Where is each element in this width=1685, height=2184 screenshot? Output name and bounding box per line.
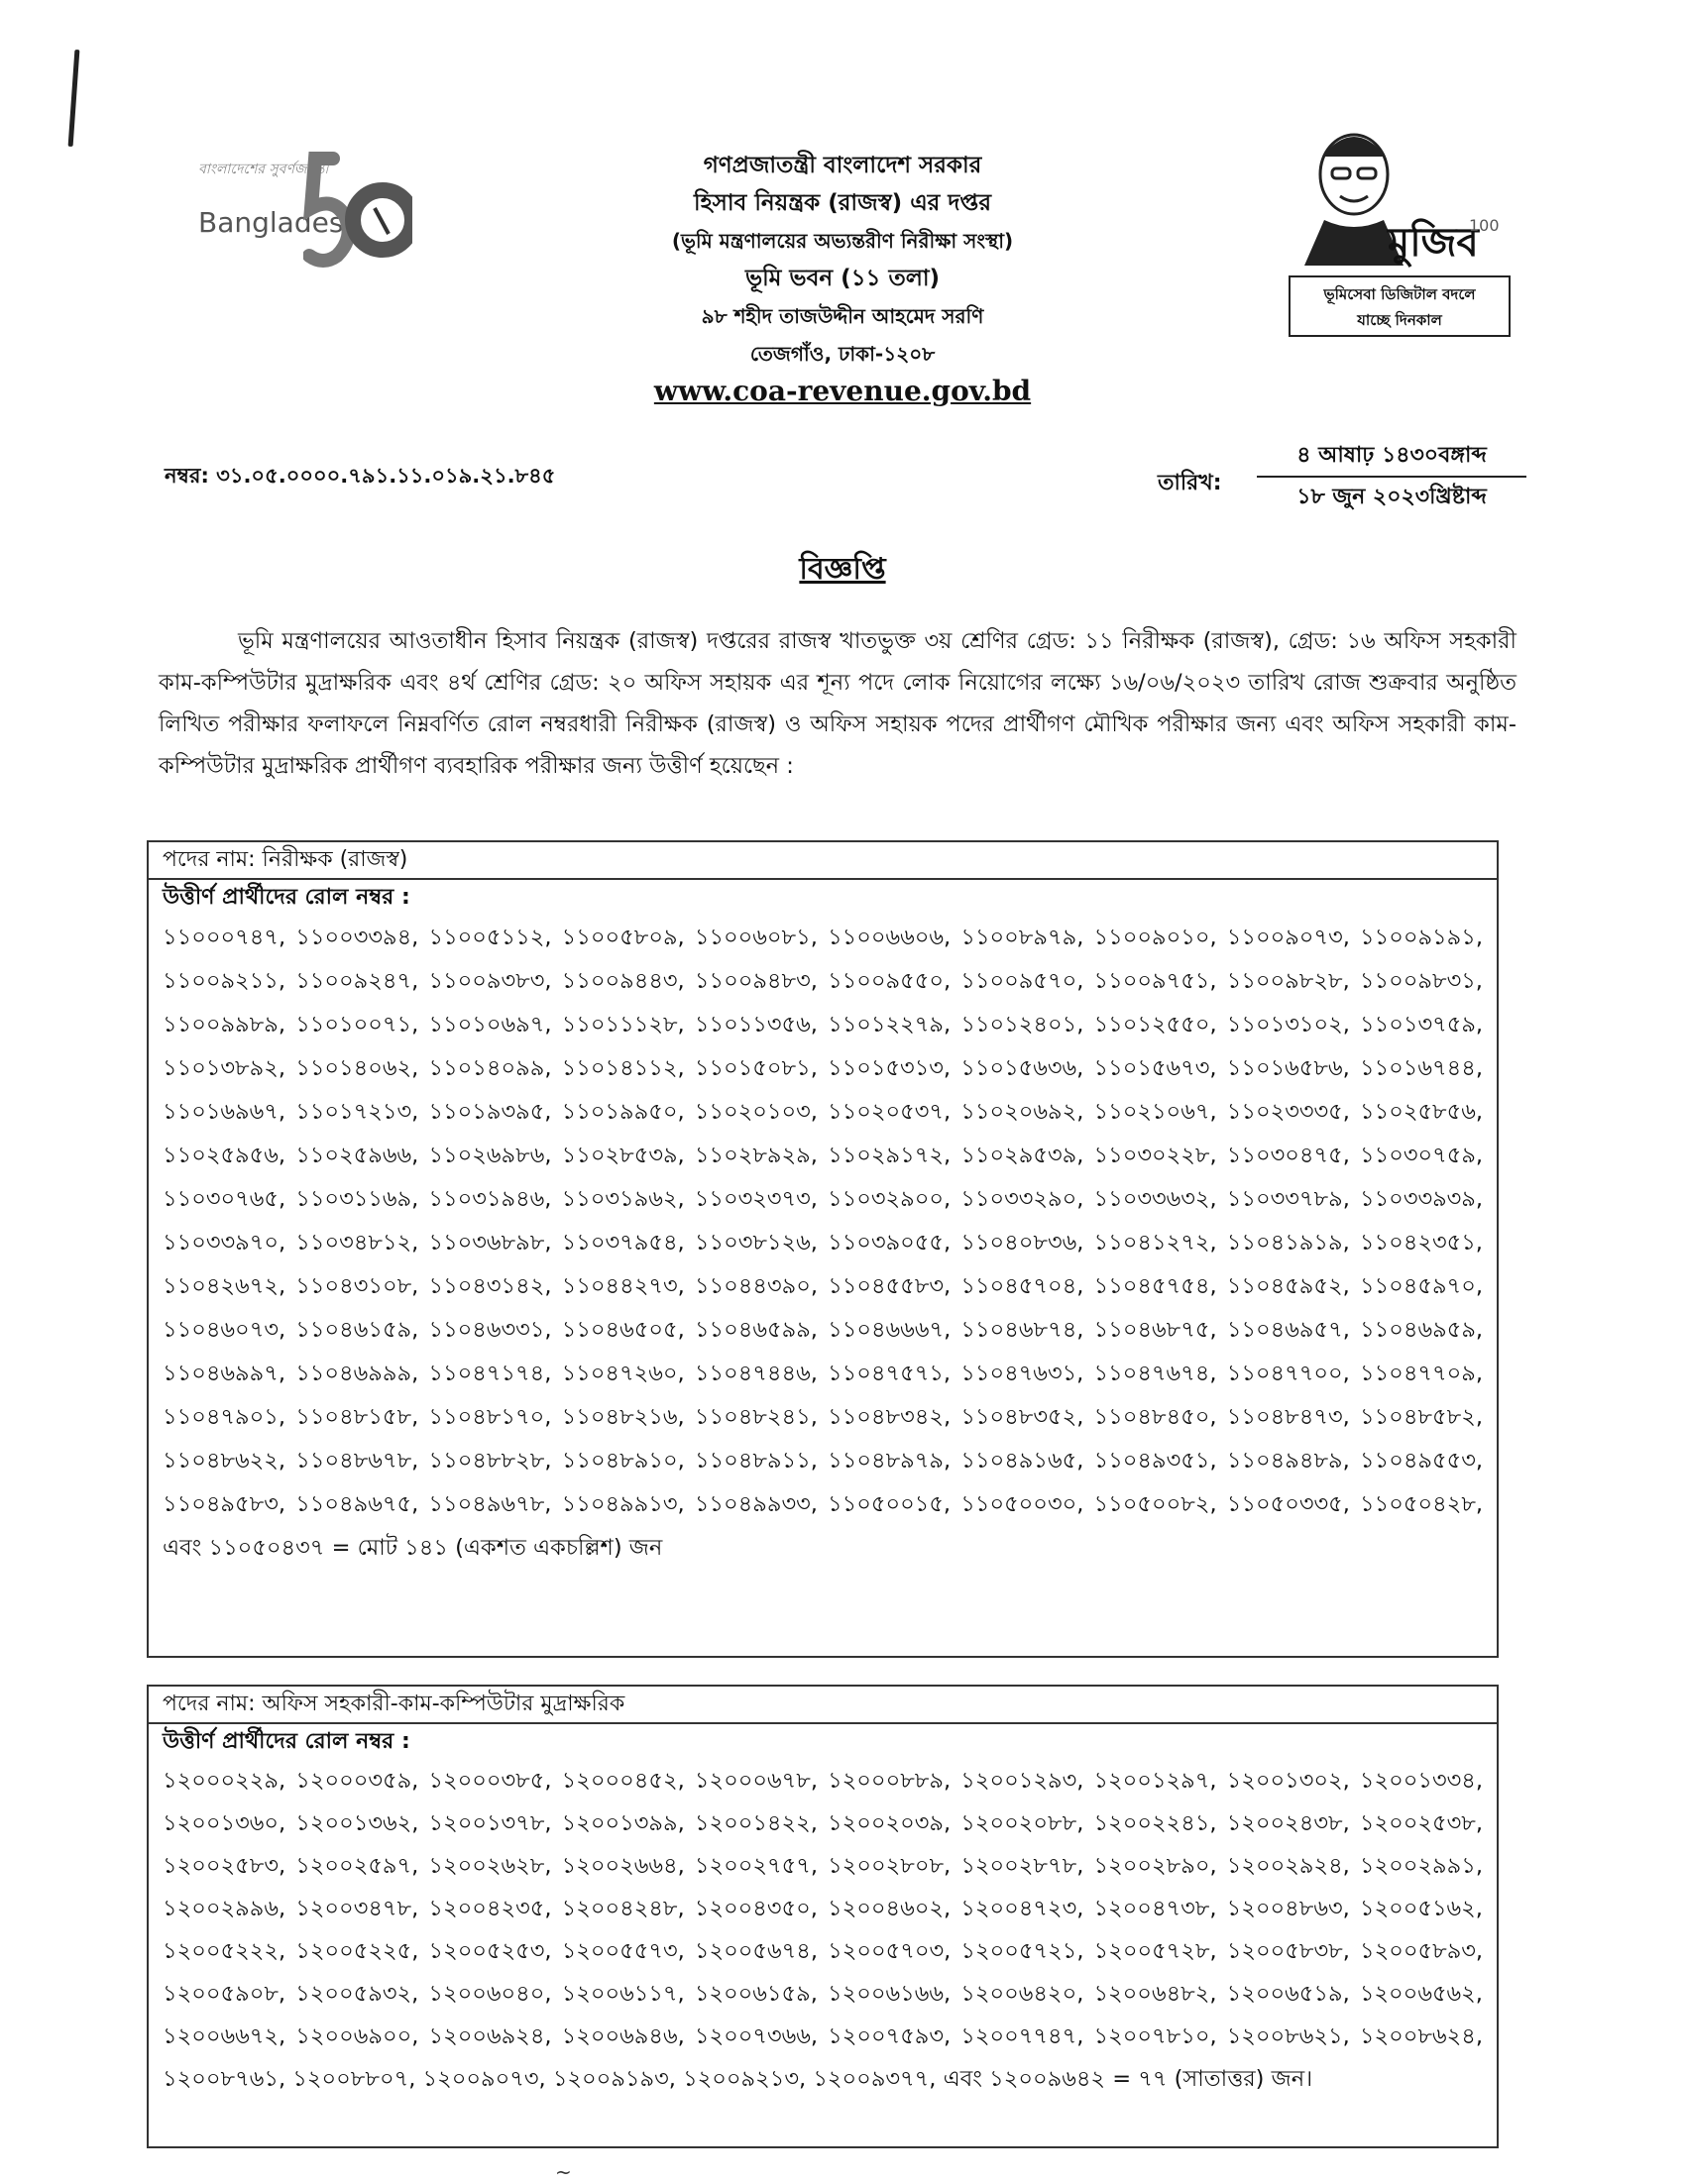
roll-number: ১১০১১৩৫৬, bbox=[694, 1012, 818, 1037]
roll-number: ১১০০৬০৮১, bbox=[694, 925, 818, 950]
roll-number: ১২০০২৫৮৩, bbox=[163, 1853, 286, 1879]
roll-number: ১২০০৫৭২১, bbox=[960, 1938, 1084, 1964]
roll-number: ১২০০৪৬০২, bbox=[827, 1896, 952, 1921]
roll-number: ১১০৪৩১০৮, bbox=[295, 1273, 419, 1299]
roll-number: ১২০০৯০৭৩, bbox=[422, 2066, 546, 2092]
roll-number: ১১০০৯৫৫০, bbox=[828, 968, 952, 994]
roll-number: ১১০০৯৮২৮, bbox=[1226, 968, 1350, 994]
roll-number: ১১০৪৮১৭০, bbox=[428, 1404, 552, 1430]
date-english: ১৮ জুন ২০২৩খ্রিষ্টাব্দ bbox=[1296, 485, 1487, 509]
street-address: ৯৮ শহীদ তাজউদ্দীন আহমেদ সরণি bbox=[701, 304, 984, 328]
roll-number: ১২০০৯২১৩, bbox=[683, 2066, 807, 2092]
roll-number: ১১০০৯৭৫১, bbox=[1093, 968, 1217, 994]
office-name: হিসাব নিয়ন্ত্রক (রাজস্ব) এর দপ্তর bbox=[694, 190, 991, 216]
roll-number: ১২০০৫২২৫, bbox=[295, 1938, 419, 1964]
roll-number: ১১০৩০৭৬৫, bbox=[163, 1186, 286, 1212]
roll-number: ১১০৪৭৭০০, bbox=[1226, 1361, 1350, 1386]
roll-number: ১১০১৪১১২, bbox=[561, 1055, 685, 1081]
roll-number: ১১০৪৮৯১১, bbox=[694, 1448, 818, 1474]
logo-bangladesh-text: Bangladesh bbox=[198, 206, 362, 239]
roll-number: ১১০৪২৩৫১, bbox=[1359, 1230, 1483, 1256]
roll-number: ১১০০৯২১১, bbox=[163, 968, 286, 994]
roll-number: ১২০০৭৫৯৩, bbox=[828, 2023, 952, 2049]
roll-number: ১১০৩৩৭৮৯, bbox=[1226, 1186, 1350, 1212]
roll-number: ১২০০১৩৬২, bbox=[295, 1810, 419, 1836]
roll-number: ১১০৪৮২১৬, bbox=[561, 1404, 685, 1430]
roll-number: ১২০০৫৮৯৩, bbox=[1360, 1938, 1484, 1964]
roll-number: ১১০৫০০৩০, bbox=[960, 1491, 1084, 1517]
roll-number: ১১০৪৫৭০৪, bbox=[960, 1273, 1084, 1299]
roll-number: ১২০০২৭৫৭, bbox=[694, 1853, 819, 1879]
roll-number: ১২০০১৩৯৯, bbox=[561, 1810, 685, 1836]
roll-number: ১১০১৪০৯৯, bbox=[428, 1055, 552, 1081]
roll-number: ১১০১১১২৮, bbox=[561, 1012, 685, 1037]
roll-number: ১১০৫০০৮২, bbox=[1093, 1491, 1217, 1517]
roll-number: ১২০০৫২২২, bbox=[163, 1938, 286, 1964]
roll-number: ১১০৪৫৯৫২, bbox=[1226, 1273, 1350, 1299]
roll-number: ১১০৩৩৬৩২, bbox=[1093, 1186, 1217, 1212]
roll-number: ১১০৫০৪২৮, bbox=[1360, 1491, 1484, 1517]
roll-number: ১১০৪৮৩৪২, bbox=[828, 1404, 952, 1430]
roll-number: ১২০০৪৮৬৩, bbox=[1226, 1896, 1350, 1921]
post-name: পদের নাম: অফিস সহকারী-কাম-কম্পিউটার মুদ্রাক্ষরিক bbox=[149, 1687, 1497, 1724]
roll-number: ১২০০০৩৫৯, bbox=[295, 1768, 419, 1794]
roll-number: ১১০৪৮১৫৮, bbox=[295, 1404, 419, 1430]
roll-number: ১২০০২৬২৮, bbox=[428, 1853, 552, 1879]
roll-number: ১২০০১৩৩৪, bbox=[1359, 1768, 1483, 1794]
roll-number: ১১০২৫৮৫৬, bbox=[1360, 1099, 1484, 1125]
roll-number: ১১০০৫১১২, bbox=[428, 925, 552, 950]
roll-number: ১২০০৮৮০৭, bbox=[292, 2066, 416, 2092]
roll-number: ১১০২৯৫৩৯, bbox=[960, 1143, 1084, 1168]
roll-number: ১১০২৫৯৬৬, bbox=[295, 1143, 419, 1168]
roll-number: ১১০৩৪৮১২, bbox=[295, 1230, 419, 1256]
roll-number: ১১০০৯৪৮৩, bbox=[694, 968, 818, 994]
roll-number: ১১০২৮৫৩৯, bbox=[561, 1143, 685, 1168]
roll-number: ১১০৩১৯৬২, bbox=[561, 1186, 685, 1212]
roll-number: ১১০২৯১৭২, bbox=[828, 1143, 952, 1168]
memo-number bbox=[165, 460, 555, 494]
roll-number: ১১০৪৬১৫৯, bbox=[295, 1317, 419, 1343]
roll-number: ১১০৪৬৬৬৭, bbox=[828, 1317, 952, 1343]
roll-number: ১২০০৪৭৩৮, bbox=[1093, 1896, 1217, 1921]
roll-number: ১২০০৭৮১০, bbox=[1093, 2023, 1217, 2049]
roll-number: ১২০০৪৭২৩, bbox=[960, 1896, 1084, 1921]
result-section-office-assistant bbox=[147, 1685, 1499, 2148]
roll-number: ১১০১৯৯৫০, bbox=[561, 1099, 685, 1125]
roll-number: ১১০৪৮৯১০, bbox=[561, 1448, 685, 1474]
roll-number: ১১০৪৫৭৫৪, bbox=[1093, 1273, 1217, 1299]
roll-number: ১১০৪০৮৩৬, bbox=[960, 1230, 1084, 1256]
slogan-box bbox=[1289, 275, 1511, 337]
roll-number: ১১০০৯০৭৩, bbox=[1226, 925, 1350, 950]
roll-number: ১১০২০৬৯২, bbox=[960, 1099, 1084, 1125]
roll-number: ১২০০১৩৬০, bbox=[163, 1810, 286, 1836]
roll-number: ১১০৪৯১৬৫, bbox=[960, 1448, 1084, 1474]
roll-number: ১১০৪৭৬৭৪, bbox=[1093, 1361, 1217, 1386]
office-description: (ভূমি মন্ত্রণালয়ের অভ্যন্তরীণ নিরীক্ষা সংস্থা) bbox=[671, 229, 1014, 253]
roll-number: ১১০৪৯৯৩৩, bbox=[694, 1491, 818, 1517]
roll-number: ১১০৪৬৯৯৯, bbox=[295, 1361, 419, 1386]
roll-number: ১১০১৪০৬২, bbox=[295, 1055, 419, 1081]
roll-number: ১১০৩০৪৭৫, bbox=[1226, 1143, 1350, 1168]
roll-number: ১১০১৩৭৫৯, bbox=[1360, 1012, 1484, 1037]
roll-number: ১১০০৬৬০৬, bbox=[828, 925, 952, 950]
roll-number: ১২০০১২৯৩, bbox=[960, 1768, 1084, 1794]
roll-number: ১২০০২৯২৪, bbox=[1226, 1853, 1350, 1879]
roll-number: ১২০০৫৭০৩, bbox=[828, 1938, 952, 1964]
post-name: পদের নাম: নিরীক্ষক (রাজস্ব) bbox=[149, 842, 1497, 880]
roll-number: ১২০০২০৩৯, bbox=[828, 1810, 952, 1836]
roll-number: ১২০০৬৪২০, bbox=[960, 1981, 1084, 2007]
fifty-icon bbox=[303, 139, 412, 287]
roll-number: ১১০৪৭২৬০, bbox=[561, 1361, 685, 1386]
signature-scribble: ~ bbox=[555, 2160, 572, 2184]
roll-number: ১২০০২৮০৮, bbox=[828, 1853, 952, 1879]
roll-number: ১১০০৯৫৭০, bbox=[960, 968, 1084, 994]
roll-number: ১১০১০৬৯৭, bbox=[428, 1012, 552, 1037]
roll-number: ১২০০৬৬৭২, bbox=[163, 2023, 286, 2049]
roll-number: ১২০০৬৪৮২, bbox=[1093, 1981, 1217, 2007]
roll-number: ১২০০৫২৫৩, bbox=[428, 1938, 552, 1964]
roll-number: ১১০৪৬৫৯৯, bbox=[694, 1317, 818, 1343]
roll-number: ১১০৪৮৪৫০, bbox=[1093, 1404, 1217, 1430]
roll-number: ১২০০১২৯৭, bbox=[1093, 1768, 1217, 1794]
mujib-word: মুজিব bbox=[1388, 220, 1479, 266]
roll-number: ১১০১২৫৫০, bbox=[1093, 1012, 1217, 1037]
roll-number: ১১০৩৩৯৩৯, bbox=[1359, 1186, 1484, 1212]
roll-number: ১১০৩৩৯৭০, bbox=[163, 1230, 286, 1256]
roll-number: ১১০৪৭৯০১, bbox=[163, 1404, 286, 1430]
roll-number: ১২০০৫৬৭৪, bbox=[694, 1938, 819, 1964]
roll-number: ১১০৪৮৫৮২, bbox=[1359, 1404, 1483, 1430]
roll-number: ১১০৪৮৬৭৮, bbox=[295, 1448, 419, 1474]
roll-number: ১২০০৬১৬৬, bbox=[827, 1981, 952, 2007]
roll-number: ১১০৪৬৯৫৯, bbox=[1360, 1317, 1484, 1343]
roll-number: ১২০০৭৭৪৭, bbox=[960, 2023, 1084, 2049]
roll-number: ১১০১২৪০১, bbox=[960, 1012, 1084, 1037]
roll-number: ১১০৪৯৬৭৫, bbox=[295, 1491, 419, 1517]
roll-number: ১২০০৬৯০০, bbox=[295, 2023, 419, 2049]
roll-number: ১১০৩১৯৪৬, bbox=[428, 1186, 552, 1212]
roll-number: ১১০৪৬৩৩১, bbox=[428, 1317, 552, 1343]
roll-number: ১১০৪৮৯৭৯, bbox=[828, 1448, 952, 1474]
roll-number: ১১০৪৮৩৫২, bbox=[960, 1404, 1084, 1430]
roll-number: ১২০০৮৬২১, bbox=[1226, 2023, 1350, 2049]
roll-number: ১১০৪৮৮২৮, bbox=[428, 1448, 552, 1474]
building-name: ভূমি ভবন (১১ তলা) bbox=[744, 266, 941, 291]
roll-number: ১২০০২৯৯১, bbox=[1359, 1853, 1483, 1879]
roll-number: ১২০০০৬৭৮, bbox=[694, 1768, 818, 1794]
roll-number: ১১০১৯৩৯৫, bbox=[428, 1099, 552, 1125]
roll-number: ১১০০০৭৪৭, bbox=[163, 925, 286, 950]
roll-number: ১২০০৫৭২৮, bbox=[1093, 1938, 1217, 1964]
roll-number: ১২০০৬৯২৪, bbox=[428, 2023, 552, 2049]
roll-number: ১১০০৯২৪৭, bbox=[295, 968, 419, 994]
total-count: = মোট ১৪১ (একশত একচল্লিশ) জন bbox=[331, 1535, 663, 1561]
roll-number: ১১০৪৯৫৫৩, bbox=[1360, 1448, 1484, 1474]
roll-number: ১১০২৬৯৮৬, bbox=[428, 1143, 552, 1168]
roll-number: ১১০৪৫৫৮৩, bbox=[828, 1273, 952, 1299]
slogan-line1: ভূমিসেবা ডিজিটাল বদলে bbox=[1323, 285, 1476, 303]
notice-title: বিজ্ঞপ্তি bbox=[799, 552, 886, 587]
roll-number: ১১০৪৯৫৮৩, bbox=[163, 1491, 286, 1517]
roll-number: ১১০৪৮২৪১, bbox=[694, 1404, 818, 1430]
roll-number: ১১০৪৬৮৭৪, bbox=[960, 1317, 1084, 1343]
roll-number: ১১০৩৯০৫৫, bbox=[828, 1230, 952, 1256]
website-link[interactable]: www.coa-revenue.gov.bd bbox=[653, 375, 1032, 407]
roll-number: ১১০৪৯৬৭৮, bbox=[428, 1491, 552, 1517]
roll-number: ১২০০০৩৮৫, bbox=[428, 1768, 552, 1794]
result-section-inspector bbox=[147, 840, 1499, 1658]
roll-number: ১২০০৩৪৭৮, bbox=[295, 1896, 419, 1921]
roll-number: ১১০২০৫৩৭, bbox=[828, 1099, 952, 1125]
roll-number: ১১০০৯১৯১, bbox=[1360, 925, 1484, 950]
roll-number: ১১০৪৬৮৭৫, bbox=[1093, 1317, 1217, 1343]
roll-number: ১১০০৯০১০, bbox=[1093, 925, 1217, 950]
roll-number: ১১০৪৯৯১৩, bbox=[561, 1491, 685, 1517]
roll-number: ১১০২৫৯৫৬, bbox=[163, 1143, 286, 1168]
roll-number: ১২০০১৩০২, bbox=[1226, 1768, 1350, 1794]
roll-number: ১১০৪৫৯৭০, bbox=[1359, 1273, 1484, 1299]
roll-number: ১১০১৬৫৮৬, bbox=[1226, 1055, 1350, 1081]
office-header bbox=[555, 147, 1130, 410]
roll-number: ১১০৪৪২৭৩, bbox=[561, 1273, 685, 1299]
roll-number: ১২০০৫১৬২, bbox=[1359, 1896, 1483, 1921]
roll-number: ১১০৩৬৮৯৮, bbox=[428, 1230, 552, 1256]
roll-number: ১১০৪৬৫০৫, bbox=[561, 1317, 685, 1343]
roll-number: ১২০০৫৮৩৮, bbox=[1226, 1938, 1350, 1964]
roll-number: ১১০১৫৩১৩, bbox=[828, 1055, 952, 1081]
roll-number: ১১০৩২৯০০, bbox=[828, 1186, 952, 1212]
roll-number: ১২০০৫৯০৮, bbox=[163, 1981, 286, 2007]
mujib-100: 100 bbox=[1469, 216, 1500, 235]
roll-number: ১১০৪১৯১৯, bbox=[1226, 1230, 1350, 1256]
roll-number: ১২০০২৫৯৭, bbox=[295, 1853, 419, 1879]
roll-number: ১২০০৬৫৬২, bbox=[1359, 1981, 1483, 2007]
date-label: তারিখ: bbox=[1158, 471, 1222, 495]
roll-number: ১১০৩০২২৮, bbox=[1093, 1143, 1217, 1168]
roll-number: ১২০০৯৩৭৭, bbox=[813, 2066, 937, 2092]
roll-number: ১১০৪৭৭০৯, bbox=[1359, 1361, 1484, 1386]
roll-number: ১১০৩৩২৯০, bbox=[960, 1186, 1084, 1212]
notice-body: ভূমি মন্ত্রণালয়ের আওতাধীন হিসাব নিয়ন্ত্রক (রাজস্ব) দপ্তরের রাজস্ব খাতভুক্ত ৩য় শ্রেণির গ্রেড: ১১ নিরীক্ষক (রাজস্ব), গ্রেড: ১৬ অফিস সহকারী কাম-কম্পিউটার মুদ্রাক্ষরিক এবং ৪র্থ শ্রেণির গ্রেড: ২০ অফিস সহায়ক এর শূন্য পদে লোক নিয়োগের লক্ষ্যে ১৬/০৬/২০২৩ তারিখ রোজ শুক্রবার অনুষ্ঠিত লিখিত পরীক্ষার ফলাফলে নিম্নবর্ণিত রোল নম্বরধারী নিরীক্ষক (রাজস্ব) ও অফিস সহায়ক পদের প্রার্থীগণ মৌখিক পরীক্ষার জন্য এবং অফিস সহকারী কাম-কম্পিউটার মুদ্রাক্ষরিক প্রার্থীগণ ব্যবহারিক পরীক্ষার জন্য উত্তীর্ণ হয়েছেন : bbox=[159, 628, 1516, 779]
roll-number: ১১০০৯৯৮৯, bbox=[163, 1012, 286, 1037]
roll-number: ১২০০৯৬৪২ bbox=[989, 2066, 1113, 2092]
roll-list bbox=[149, 916, 1497, 1570]
roll-number: ১২০০৪৩৫০, bbox=[694, 1896, 818, 1921]
roll-number: ১১০৩১১৬৯, bbox=[295, 1186, 419, 1212]
slogan-line2: যাচ্ছে দিনকাল bbox=[1357, 311, 1442, 329]
roll-number: ১১০০৮৯৭৯, bbox=[960, 925, 1084, 950]
roll-number: ১১০৪৮৬২২, bbox=[163, 1448, 286, 1474]
roll-number: ১১০৪৬৯৯৭, bbox=[163, 1361, 286, 1386]
roll-number: ১১০৩০৭৫৯, bbox=[1360, 1143, 1484, 1168]
roll-number: ১২০০২৫৩৮, bbox=[1359, 1810, 1483, 1836]
roll-number: ১১০৪১২৭২, bbox=[1093, 1230, 1217, 1256]
roll-number: ১১০৩২৩৭৩, bbox=[694, 1186, 818, 1212]
roll-number: ১১০৪৭১৭৪, bbox=[428, 1361, 552, 1386]
date-bangla: ৪ আষাঢ় ১৪৩০বঙ্গাব্দ bbox=[1257, 436, 1526, 478]
roll-number: ১১০১০০৭১, bbox=[295, 1012, 419, 1037]
roll-number: ১১০৪৮৪৭৩, bbox=[1226, 1404, 1350, 1430]
roll-number: ১২০০৫৯৩২, bbox=[295, 1981, 419, 2007]
roll-number: ১২০০২৮৯০, bbox=[1093, 1853, 1217, 1879]
roll-number: ১১০২১০৬৭, bbox=[1093, 1099, 1217, 1125]
roll-number: ১২০০৬৯৪৬, bbox=[561, 2023, 685, 2049]
roll-number: ১১০১৩১০২, bbox=[1226, 1012, 1350, 1037]
roll-number: ১২০০৬১১৭, bbox=[561, 1981, 685, 2007]
roll-number: ১২০০২৪৩৮, bbox=[1226, 1810, 1350, 1836]
roll-list-title: উত্তীর্ণ প্রার্থীদের রোল নম্বর : bbox=[163, 885, 410, 910]
total-count: = ৭৭ (সাতাত্তর) জন। bbox=[1112, 2066, 1313, 2092]
roll-list bbox=[149, 1760, 1497, 2101]
memo-label: নম্বর: bbox=[165, 464, 209, 488]
roll-number: ১২০০৫৫৭৩, bbox=[561, 1938, 685, 1964]
roll-number: ১১০৪৭৫৭১, bbox=[828, 1361, 952, 1386]
roll-number: ১১০২৩৩৩৫, bbox=[1226, 1099, 1350, 1125]
roll-number: ১২০০১৩৭৮, bbox=[428, 1810, 552, 1836]
roll-number: ১১০০৯৮৩১, bbox=[1359, 968, 1483, 994]
roll-number: ১১০৪৬৯৫৭, bbox=[1226, 1317, 1350, 1343]
roll-number: ১১০১৫০৮১, bbox=[694, 1055, 818, 1081]
roll-number: ১১০০৩৩৯৪, bbox=[295, 925, 419, 950]
pen-mark bbox=[68, 50, 80, 147]
roll-number: ১১০১৫৬৭৩, bbox=[1093, 1055, 1217, 1081]
roll-number: ১২০০২২৪১, bbox=[1093, 1810, 1217, 1836]
roll-number: ১১০৫০৩৩৫, bbox=[1226, 1491, 1350, 1517]
roll-number: ১২০০৭৩৬৬, bbox=[694, 2023, 819, 2049]
roll-number: ১১০১৬৯৬৭, bbox=[163, 1099, 286, 1125]
roll-number: ১২০০১৪২২, bbox=[694, 1810, 818, 1836]
roll-number: ১১০১৬৭৪৪, bbox=[1359, 1055, 1484, 1081]
and-word: এবং bbox=[943, 2066, 990, 2092]
roll-number: ১১০৫০৪৩৭ bbox=[208, 1535, 332, 1561]
roll-number: ১২০০৪২৪৮, bbox=[561, 1896, 685, 1921]
city-address: তেজগাঁও, ঢাকা-১২০৮ bbox=[749, 342, 936, 366]
roll-number: ১২০০০৪৫২, bbox=[561, 1768, 685, 1794]
roll-number: ১২০০৬০৪০, bbox=[428, 1981, 552, 2007]
roll-number: ১১০৪৭৪৪৬, bbox=[694, 1361, 818, 1386]
memo-value: ৩১.০৫.০০০০.৭৯১.১১.০১৯.২১.৮৪৫ bbox=[216, 464, 556, 488]
golden-jubilee-logo bbox=[184, 139, 422, 287]
roll-number: ১২০০২৯৯৬, bbox=[163, 1896, 286, 1921]
roll-number: ১২০০০২২৯, bbox=[163, 1768, 286, 1794]
mujib-100-logo bbox=[1289, 117, 1516, 345]
roll-number: ১২০০৮৬২৪, bbox=[1359, 2023, 1483, 2049]
roll-number: ১২০০৬৫১৯, bbox=[1226, 1981, 1350, 2007]
date-block bbox=[1257, 436, 1526, 517]
roll-number: ১২০০২৮৭৮, bbox=[960, 1853, 1084, 1879]
roll-number: ১১০৪৬০৭৩, bbox=[163, 1317, 286, 1343]
roll-number: ১১০১৩৮৯২, bbox=[163, 1055, 286, 1081]
roll-number: ১১০৪৯৩৫১, bbox=[1093, 1448, 1217, 1474]
roll-number: ১২০০৯১৯৩, bbox=[552, 2066, 676, 2092]
govt-name: গণপ্রজাতন্ত্রী বাংলাদেশ সরকার bbox=[703, 153, 982, 178]
roll-number: ১২০০০৮৮৯, bbox=[828, 1768, 952, 1794]
roll-number: ১১০৪৩১৪২, bbox=[428, 1273, 552, 1299]
roll-number: ১১০০৯৩৮৩, bbox=[428, 968, 552, 994]
roll-number: ১১০১৭২১৩, bbox=[295, 1099, 419, 1125]
roll-number: ১১০০৫৮০৯, bbox=[561, 925, 685, 950]
roll-number: ১১০৩৮১২৬, bbox=[694, 1230, 818, 1256]
roll-number: ১১০৪৪৩৯০, bbox=[694, 1273, 819, 1299]
roll-number: ১১০৩৭৯৫৪, bbox=[561, 1230, 685, 1256]
roll-number: ১১০৫০০১৫, bbox=[828, 1491, 952, 1517]
roll-number: ১১০১২২৭৯, bbox=[828, 1012, 952, 1037]
roll-number: ১১০২৮৯২৯, bbox=[694, 1143, 818, 1168]
roll-number: ১২০০২৬৬৪, bbox=[561, 1853, 685, 1879]
roll-number: ১২০০৬১৫৯, bbox=[694, 1981, 818, 2007]
roll-number: ১২০০২০৮৮, bbox=[960, 1810, 1084, 1836]
roll-number: ১১০০৯৪৪৩, bbox=[561, 968, 685, 994]
logo-caption: বাংলাদেশের সুবর্ণজয়ন্তী bbox=[198, 162, 329, 177]
roll-number: ১১০২০১০৩, bbox=[694, 1099, 818, 1125]
roll-number: ১১০৪৯৪৮৯, bbox=[1226, 1448, 1350, 1474]
roll-number: ১২০০৪২৩৫, bbox=[428, 1896, 552, 1921]
and-word: এবং bbox=[163, 1535, 209, 1561]
roll-number: ১১০১৫৬৩৬, bbox=[960, 1055, 1084, 1081]
roll-number: ১২০০৮৭৬১, bbox=[163, 2066, 286, 2092]
roll-list-title: উত্তীর্ণ প্রার্থীদের রোল নম্বর : bbox=[163, 1729, 410, 1754]
roll-number: ১১০৪২৬৭২, bbox=[163, 1273, 286, 1299]
roll-number: ১১০৪৭৬৩১, bbox=[960, 1361, 1084, 1386]
